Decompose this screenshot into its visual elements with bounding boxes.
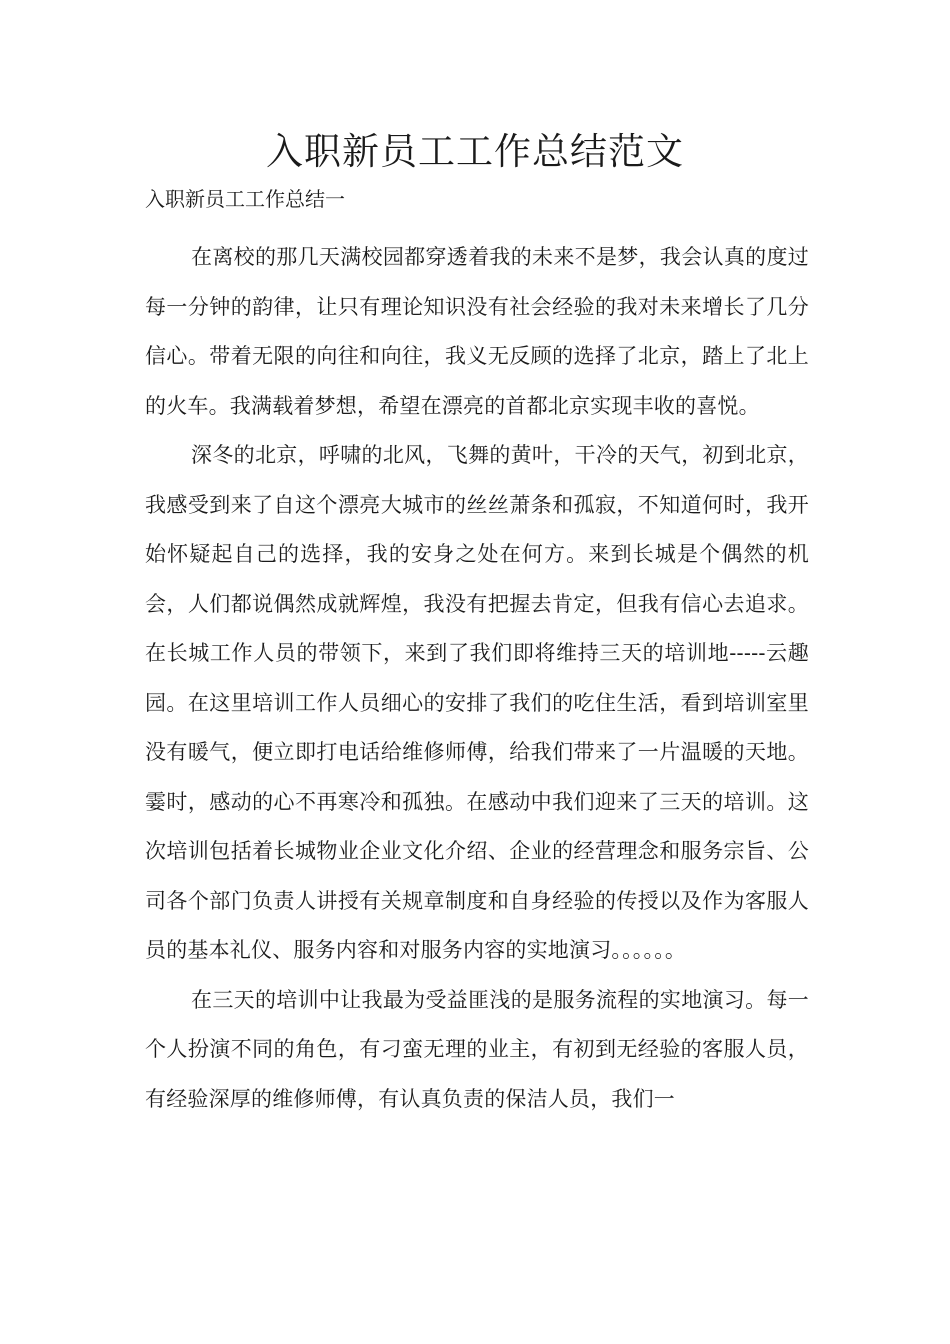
- paragraph-3: 在三天的培训中让我最为受益匪浅的是服务流程的实地演习。每一个人扮演不同的角色，有刁蛮无理的业主，有初到无经验的客服人员，有经验深厚的维修师傅，有认真负责的保洁人员，我们一: [145, 987, 809, 1111]
- paragraph-2: 深冬的北京，呼啸的北风，飞舞的黄叶，干冷的天气，初到北京，我感受到来了自这个漂亮大城市的丝丝萧条和孤寂，不知道何时，我开始怀疑起自己的选择，我的安身之处在何方。来到长城是个偶然的机会，人们都说偶然成就辉煌，我没有把握去肯定，但我有信心去追求。在长城工作人员的带领下，来到了我们即将维持三天的培训地-----云趣园。在这里培训工作人员细心的安排了我们的吃住生活，看到培训室里没有暖气，便立即打电话给维修师傅，给我们带来了一片温暖的天地。霎时，感动的心不再寒冷和孤独。在感动中我们迎来了三天的培训。这次培训包括着长城物业企业文化介绍、企业的经营理念和服务宗旨、公司各个部门负责人讲授有关规章制度和自身经验的传授以及作为客服人员的基本礼仪、服务内容和对服务内容的实地演习。。。。。。: [145, 443, 809, 962]
- section-subtitle: 入职新员工工作总结一: [145, 187, 345, 211]
- document-title: 入职新员工工作总结范文: [266, 130, 684, 173]
- document-body: [145, 233, 809, 1124]
- paragraph-1: 在离校的那几天满校园都穿透着我的未来不是梦，我会认真的度过每一分钟的韵律，让只有理论知识没有社会经验的我对未来增长了几分信心。带着无限的向往和向往，我义无反顾的选择了北京，踏上了北上的火车。我满载着梦想，希望在漂亮的首都北京实现丰收的喜悦。: [145, 245, 809, 418]
